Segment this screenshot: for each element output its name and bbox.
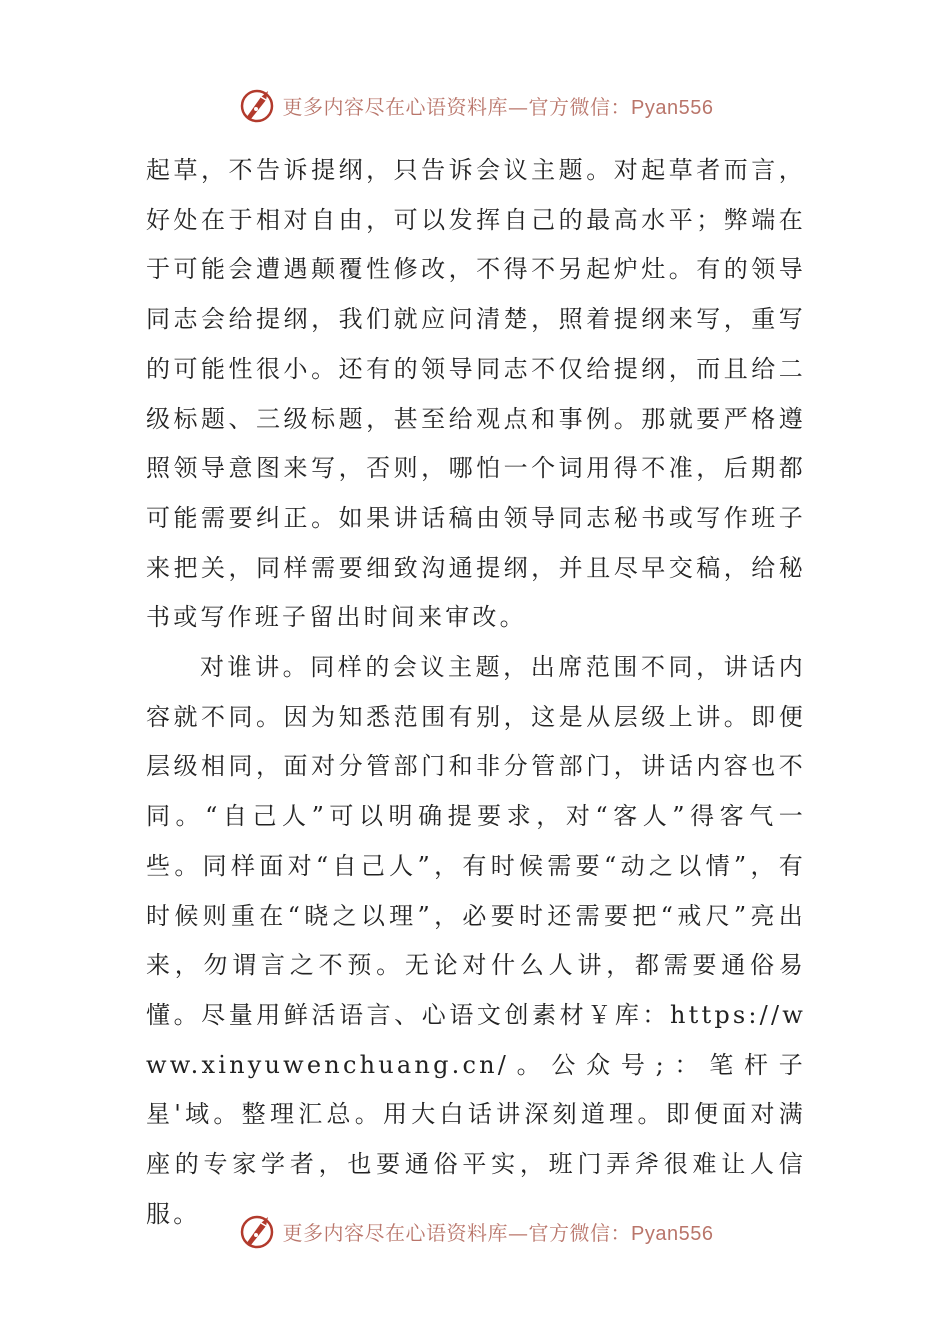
pen-nib-logo-icon (237, 1211, 277, 1251)
banner-handle: Pyan556 (631, 1222, 714, 1245)
banner-text: 更多内容尽在心语资料库—官方微信：Pyan556 (282, 94, 714, 119)
banner-text: 更多内容尽在心语资料库—官方微信：Pyan556 (282, 1220, 714, 1245)
document-body (146, 146, 806, 1239)
header-banner (0, 80, 950, 130)
footer-banner (0, 1206, 950, 1256)
paragraph-1: 起草，不告诉提纲，只告诉会议主题。对起草者而言，好处在于相对自由，可以发挥自己的最高水平；弊端在于可能会遭遇颠覆性修改，不得不另起炉灶。有的领导同志会给提纲，我们就应问清楚，照着提纲来写，重写的可能性很小。还有的领导同志不仅给提纲，而且给二级标题、三级标题，甚至给观点和事例。那就要严格遵照领导意图来写，否则，哪怕一个词用得不准，后期都可能需要纠正。如果讲话稿由领导同志秘书或写作班子来把关，同样需要细致沟通提纲，并且尽早交稿，给秘书或写作班子留出时间来审改。 (146, 156, 806, 632)
paragraph-2: 对谁讲。同样的会议主题，出席范围不同，讲话内容就不同。因为知悉范围有别，这是从层级上讲。即便层级相同，面对分管部门和非分管部门，讲话内容也不同。“自己人”可以明确提要求，对“客人”得客气一些。同样面对“自己人”，有时候需要“动之以情”，有时候则重在“晓之以理”，必要时还需要把“戒尺”亮出来，勿谓言之不预。无论对什么人讲，都需要通俗易懂。尽量用鲜活语言、心语文创素材￥库：https://www.xinyuwenchuang.cn/。公众号;：笔杆子星'域。整理汇总。用大白话讲深刻道理。即便面对满座的专家学者，也要通俗平实，班门弄斧很难让人信服。 (146, 653, 806, 1228)
banner-handle: Pyan556 (631, 96, 714, 119)
pen-nib-logo-icon (237, 85, 277, 125)
